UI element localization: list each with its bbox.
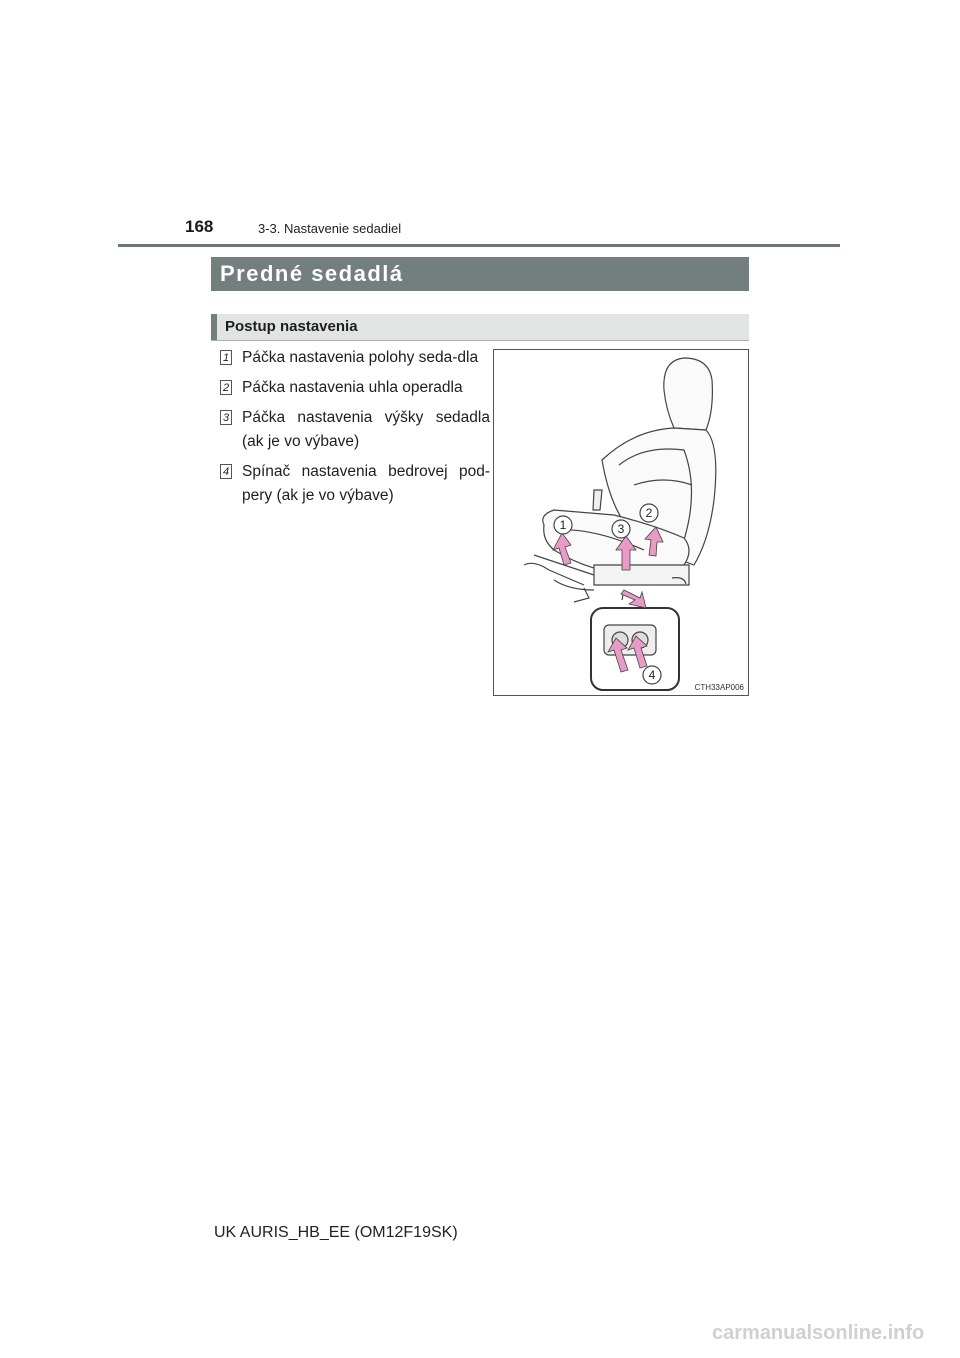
sub-heading-text: Postup nastavenia (225, 318, 358, 335)
callout-1: 1 (559, 518, 567, 532)
section-title: 3-3. Nastavenie sedadiel (258, 221, 402, 236)
item-number: 4 (220, 464, 232, 479)
item-number: 1 (220, 350, 232, 365)
item-text: Páčka nastavenia polohy seda-dla (242, 349, 479, 366)
seat-drawing (494, 350, 748, 695)
item-number: 3 (220, 410, 232, 425)
figure-code: CTH33AP006 (694, 683, 744, 692)
header-rule (118, 244, 840, 247)
adjustment-list (220, 346, 490, 514)
seat-illustration (493, 349, 749, 696)
footer-model-code: UK AURIS_HB_EE (OM12F19SK) (214, 1224, 458, 1241)
callout-2: 2 (645, 506, 653, 520)
item-text: Páčka nastavenia výšky sedadla (ak je vo výbave) (242, 409, 490, 450)
main-heading-text: Predné sedadlá (220, 261, 404, 286)
list-item (220, 460, 490, 508)
sub-heading-bar (211, 314, 217, 340)
item-number: 2 (220, 380, 232, 395)
list-item (220, 376, 490, 400)
item-text: Páčka nastavenia uhla operadla (242, 379, 463, 396)
watermark: carmanualsonline.info (712, 1322, 925, 1344)
list-item (220, 406, 490, 454)
main-heading (211, 257, 749, 291)
item-text: Spínač nastavenia bedrovej pod-pery (ak je vo výbave) (242, 463, 490, 504)
page-number: 168 (185, 217, 214, 236)
list-item (220, 346, 490, 370)
callout-3: 3 (617, 522, 625, 536)
callout-4: 4 (648, 668, 656, 682)
sub-heading (211, 314, 749, 341)
